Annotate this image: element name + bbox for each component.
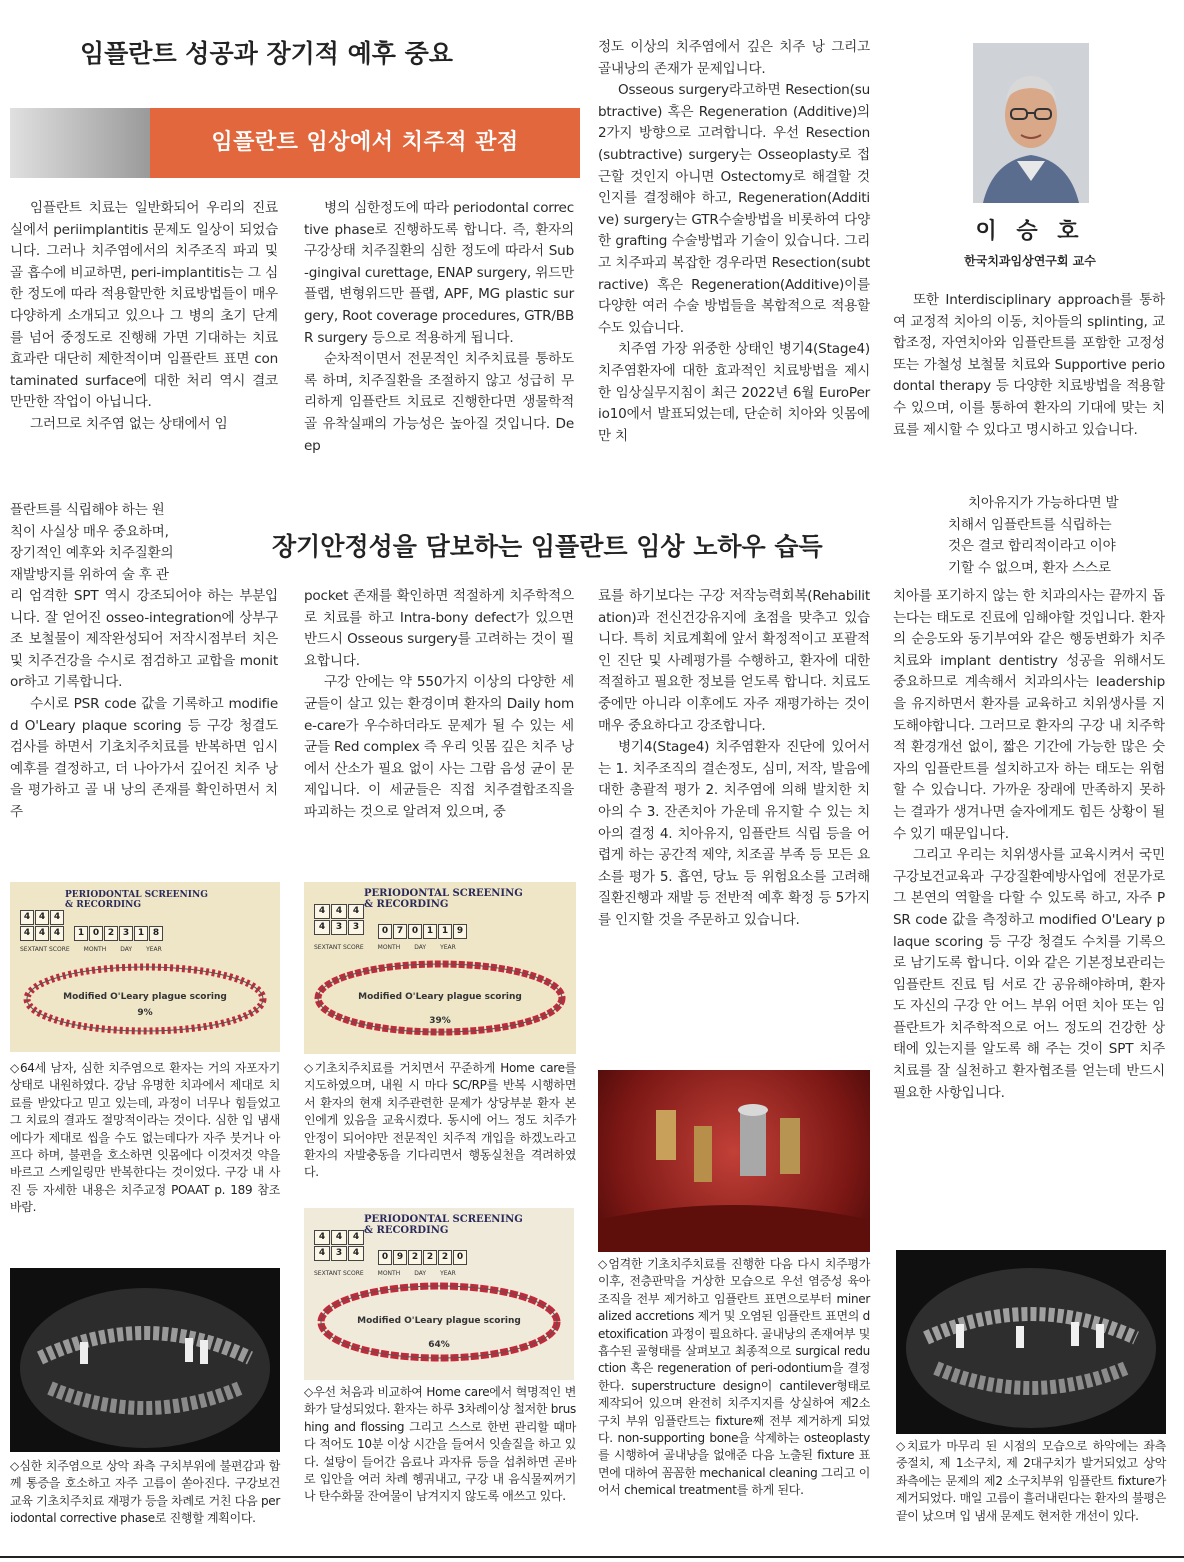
paragraph: 정도 이상의 치주염에서 깊은 치주 낭 그리고 골내낭의 존재가 문제입니다.	[598, 39, 870, 77]
caption-1: ◇64세 남자, 심한 치주염으로 환자는 거의 자포자기 상태로 내원하였다. 강남 유명한 치과에서 제대로 치료를 받았다고 믿고 있는데, 과정이 너무나 힘들었고 그 치료의 결과도 절망적이라는 것이다. 심한 입 냄새에다가 제대로 씹을 수도 없는데다가 자주 붓거나 아프다 하며, 불편을 호소하면 잇몸에다 이것저것 약을 바르고 스케일링만 반복한다는 것이었다. 구강 내 사진 등 자세한 내용은 치주교정 POAAT p. 189 참조 바람.	[10, 1061, 280, 1215]
psr-chart-1	[10, 882, 280, 1052]
plaque-ring	[304, 952, 576, 1052]
text-line: 치아유지가 가능하다면 발	[968, 495, 1119, 511]
text-line: 재발방지를 위하여 술 후 관	[10, 566, 169, 583]
col2-bottom	[304, 586, 574, 824]
panoramic-xray-2	[896, 1250, 1166, 1434]
caption-6: ◇치료가 마무리 된 시점의 모습으로 하악에는 좌측 중절치, 제 1소구치, 제 2대구치가 발거되었고 상악 좌측에는 문제의 제2 소구치부위 임플란트 fixture가 제거되었다. 매일 고름이 흘러내린다는 환자의 불평은 끝이 났으며 입 냄새 문제도 현저한 개선이 있다.	[896, 1439, 1166, 1523]
psr-chart-2	[304, 882, 576, 1054]
plaque-percent: 39%	[429, 1016, 451, 1026]
paragraph: 치아를 포기하지 않는 한 치과의사는 끝까지 돕는다는 태도로 진료에 임해야할 것입니다. 환자의 순응도와 동기부여와 같은 행동변화가 치주치료와 implant dentistry 성공을 위해서도 중요하므로 계속해서 치과의사는 leadership을 유지하면서 환자를 교육하고 치위생사를 지도해야합니다. 그러므로 환자의 구강 내 치주학적 환경개선 없이, 짧은 기간에 가능한 많은 숫자의 임플란트를 설치하고자 하는 태도는 위험할 수 있습니다. 가까운 장래에 만족하지 못하는 결과가 생겨나면 술자에게도 힘든 상황이 될 수 있기 때문입니다.	[893, 588, 1165, 842]
paragraph: 구강 안에는 약 550가지 이상의 다양한 세균들이 살고 있는 환경이며 환자의 Daily home-care가 우수하더라도 문제가 될 수 있는 세균들 Red complex 즉 우리 잇몸 깊은 치주 낭에서 산소가 필요 없이 사는 그람 음성 균이 문제입니다. 이 세균들은 직접 치주결합조직을 파괴하는 것으로 알려져 있으며, 중	[304, 674, 574, 820]
text-line: 장기적인 예후와 치주질환의	[10, 545, 174, 562]
col4-top	[893, 290, 1165, 441]
caption-2: ◇기초치주치료를 거치면서 꾸준하게 Home care를 지도하였으며, 내원 시 마다 SC/RP를 반복 시행하면서 환자의 현재 치주관련한 문제가 상당부분 환자 본인에게 있음을 교육시켰다. 동시에 어느 정도 치주가 안정이 되어야만 전문적인 치주적 개입을 하겠노라고 환자의 자발충동을 기다리면서 행동실천을 격려하였다.	[304, 1061, 576, 1180]
paragraph: 임플란트 치료는 일반화되어 우리의 진료실에서 periimplantitis 문제도 일상이 되었습니다. 그러나 치주염에서의 치주조직 파괴 및 골 흡수에 비교하면, peri-implantitis는 그 심한 정도에 따라 적용할만한 치료방법들이 매우 다양하게 소개되고 있으나 그 병의 초기 단계를 넘어 중정도로 진행해 가면 기대하는 치료효과란 대단히 제한적이며 임플란트 표면 contaminated surface에 대한 처리 역시 결코 만만한 작업이 아닙니다.	[10, 200, 278, 411]
paragraph: 순차적이면서 전문적인 치주치료를 통하도록 하며, 치주질환을 조절하지 않고 성급히 무리하게 임플란트 치료로 진행한다면 생물학적 골 유착실패의 가능성은 높아질 것입니다. Deep	[304, 351, 574, 454]
text-line: 칙이 사실상 매우 중요하며,	[10, 523, 169, 540]
col4-bottom	[893, 586, 1165, 1104]
paragraph: 병기4(Stage4) 치주염환자 진단에 있어서는 1. 치주조직의 결손정도, 심미, 저작, 발음에 대한 총괄적 평가 2. 치주염에 의해 발치한 치아의 수 3. 잔존치아 가운데 유지할 수 있는 치아의 결정 4. 치아유지, 임플란트 식립 등을 어렵게 하는 공간적 제약, 치조골 부족 등 모든 요소를 평가 5. 흡연, 당뇨 등 위험요소를 고려해 질환진행과 재발 등 전반적 예후 확정 등 5가지를 인지할 것을 주문하고 있습니다.	[598, 739, 870, 928]
col1-top	[10, 198, 278, 436]
date-labels: SEXTANT SCORE MONTH DAY YEAR	[314, 1270, 456, 1277]
date-labels: SEXTANT SCORE MONTH DAY YEAR	[314, 944, 456, 951]
psr-chart-3	[304, 1208, 574, 1380]
text-line: 것은 결코 합리적이라고 이야	[948, 538, 1116, 555]
col3-top	[598, 37, 870, 447]
xray-illustration	[896, 1250, 1166, 1434]
text-line: 치해서 임플란트를 식립하는	[948, 516, 1112, 533]
panoramic-xray-1	[10, 1268, 280, 1452]
paragraph: pocket 존재를 확인하면 적절하게 치주학적으로 치료를 하고 Intra-bony defect가 있으면 반드시 Osseous surgery를 고려하는 것이 필요합니다.	[304, 588, 574, 669]
bottom-rule	[0, 1556, 1184, 1558]
author-affiliation: 한국치과임상연구회 교수	[964, 254, 1096, 268]
paragraph: 또한 Interdisciplinary approach를 통하여 교정적 치아의 이동, 치아들의 splinting, 교합조정, 자연치아와 임플란트를 포함한 고정성 또는 가철성 보철물 치료와 Supportive periodontal therapy 등 다양한 치료방법을 적용할 수 있으며, 이를 통하여 환자의 기대에 맞는 치료를 제시할 수 있다고 명시하고 있습니다.	[893, 292, 1165, 438]
date-labels: SEXTANT SCORE MONTH DAY YEAR	[20, 946, 162, 953]
plaque-percent: 64%	[428, 1340, 450, 1350]
col2-top	[304, 198, 574, 457]
plaque-ring	[10, 954, 280, 1052]
paragraph: 그러므로 치주염 없는 상태에서 임	[30, 415, 228, 432]
caption-5: ◇엄격한 기초치주치료를 진행한 다음 다시 치주평가 이후, 전층판막을 거상한 모습으로 우선 염증성 육아조직을 전부 제거하고 임플란트 표면으로부터 mineralized accretions 제거 및 오염된 임플란트 표면의 detoxification 과정이 필요하다. 골내낭의 존재여부 및 흡수된 골형태를 살펴보고 최종적으로 surgical reduction 혹은 regeneration of peri-odontium을 결정한다. superstructure design이 cantilever형태로 제작되어 있으며 완전히 치주지지를 상실하여 제2소구치 부위 임플란트는 fixture째 전부 제거하게 되었다. non-supporting bone을 삭제하는 osteoplasty를 시행하여 골내낭을 없애준 다음 노출된 fixture 표면에 대하여 꼼꼼한 mechanical cleaning 그리고 이어서 chemical treatment를 하게 된다.	[598, 1257, 870, 1498]
sextant-grid: 4 4 4 4 3 3	[314, 904, 364, 935]
chart-heading: PERIODONTAL SCREENING & RECORDING	[65, 890, 208, 910]
col1-wrap	[10, 500, 250, 586]
portrait-illustration	[973, 43, 1089, 203]
scoring-label: Modified O'Leary plague scoring	[357, 1316, 521, 1326]
date-grid: 1 0 2 3 1 8	[74, 926, 163, 941]
paragraph: 병의 심한정도에 따라 periodontal corrective phase로 진행하도록 합니다. 즉, 환자의 구강상태 치주질환의 심한 정도에 따라서 Sub-gingival curettage, ENAP surgery, 위드만 플랩, 변형위드만 플랩, APF, MG plastic surgery, Root coverage procedures, GTR/BBR surgery 등으로 적용하게 됩니다.	[304, 200, 574, 346]
col1-bottom	[10, 586, 278, 824]
date-grid: 0 7 0 1 1 9	[378, 924, 467, 939]
author-name: 이 승 호	[975, 218, 1085, 244]
paragraph: 치주염 가장 위중한 상태인 병기4(Stage4) 치주염환자에 대한 효과적인 치료방법을 제시한 임상실무지침이 최근 2022년 6월 EuroPerio10에서 발표되었는데, 단순히 치아와 잇몸에만 치	[598, 341, 870, 444]
col4-wrap	[948, 493, 1166, 579]
caption-3: ◇우선 처음과 비교하여 Home care에서 혁명적인 변화가 달성되었다. 환자는 하루 3차례이상 철저한 brushing and flossing 그리고 스스로 한번 관리할 때마다 적어도 10분 이상 시간을 들여서 잇솔질을 하고 있다. 설탕이 들어간 음료나 과자류 등을 섭취하면 곧바로 입안을 여러 차례 헹궈내고, 구강 내 음식물찌꺼기나 탄수화물 잔여물이 남겨지지 않도록 애쓰고 있다.	[304, 1385, 576, 1504]
chart-heading: PERIODONTAL SCREENING & RECORDING	[364, 1214, 523, 1236]
section-banner: 임플란트 임상에서 치주적 관점	[150, 108, 580, 178]
sextant-grid: 4 4 4 4 4 4	[20, 910, 64, 941]
chart-heading: PERIODONTAL SCREENING & RECORDING	[364, 888, 523, 910]
headline-main: 임플란트 성공과 장기적 예후 중요	[80, 39, 453, 68]
scoring-label: Modified O'Leary plague scoring	[358, 992, 522, 1002]
implant-illustration	[598, 1070, 870, 1252]
date-grid: 0 9 2 2 2 0	[378, 1250, 467, 1265]
headline-sub: 장기안정성을 담보하는 임플란트 임상 노하우 습득	[272, 532, 823, 561]
surgical-photo	[598, 1070, 870, 1252]
xray-illustration	[10, 1268, 280, 1452]
banner-gradient	[10, 108, 150, 178]
paragraph: Osseous surgery라고하면 Resection(subtractive) 혹은 Regeneration (Additive)의 2가지 방향으로 고려합니다. 우선 Resection(subtractive) surgery는 Osseoplasty로 접근할 것인지 아니면 Ostectomy로 해결할 것인지를 결정해야 하고, Regeneration(Additive) surgery는 GTR수술방법을 비롯하여 다양한 grafting 수술방법과 기술이 있습니다. 그리고 치주파괴 복잡한 경우라면 Resection(subtractive) 혹은 Regeneration(Additive)이를 다양한 여러 수술 방법들을 복합적으로 적용할 수도 있습니다.	[598, 82, 870, 336]
paragraph: 료를 하기보다는 구강 저작능력회복(Rehabilitation)과 전신건강유지에 초점을 맞추고 있습니다. 특히 치료계획에 앞서 확정적이고 포괄적인 진단 및 사례평가를 수행하고, 환자에 대한 적절하고 필요한 정보를 얻도록 합니다. 치료도중에만 아니라 이후에도 자주 재평가하는 것이 매우 중요하다고 강조합니다.	[598, 588, 870, 734]
sextant-grid: 4 4 4 4 3 4	[314, 1230, 364, 1261]
col3-bottom	[598, 586, 870, 932]
caption-4: ◇심한 치주염으로 상악 좌측 구치부위에 불편감과 함께 통증을 호소하고 자주 고름이 쏟아진다. 구강보건교육 기초치주치료 재평가 등을 차례로 거친 다음 periodontal corrective phase로 진행할 계획이다.	[10, 1459, 280, 1526]
paragraph: 그리고 우리는 치위생사를 교육시켜서 국민구강보건교육과 구강질환예방사업에 전문가로 그 본연의 역할을 다할 수 있도록 하고, 자주 PSR code 값을 측정하고 modified O'Leary plaque scoring 등 구강 청결도 수치를 기록으로 남기도록 합니다. 이와 같은 기본정보관리는 임플란트 진료 팀 서로 간 공유해야하며, 환자도 자신의 구강 안 어느 부위 어떤 치아 또는 임플란트가 치주학적으로 어느 정도의 건강한 상태에 있는지를 알도록 해 주는 것이 SPT 치주치료를 잘 실천하고 환자협조를 얻는데 반드시 필요한 사항입니다.	[893, 847, 1165, 1101]
plaque-ring	[304, 1278, 574, 1378]
author-photo	[973, 43, 1089, 203]
paragraph: 수시로 PSR code 값을 기록하고 modified O'Leary plaque scoring 등 구강 청결도 검사를 하면서 기초치주치료를 반복하면 임시예후를 결정하고, 더 나아가서 깊어진 치주 낭을 평가하고 골 내 낭의 존재를 확인하면서 치주	[10, 695, 278, 820]
paragraph: 리 엄격한 SPT 역시 강조되어야 하는 부분입니다. 잘 얻어진 osseo-integration에 상부구조 보철물이 제작완성되어 저작시점부터 치은 및 치주건강을 수시로 점검하고 교합을 monitor하고 기록합니다.	[10, 588, 278, 691]
scoring-label: Modified O'Leary plague scoring	[63, 992, 227, 1002]
text-line: 기할 수 없으며, 환자 스스로	[948, 559, 1111, 576]
text-line: 플란트를 식립해야 하는 원	[10, 502, 165, 518]
plaque-percent: 9%	[137, 1008, 153, 1018]
